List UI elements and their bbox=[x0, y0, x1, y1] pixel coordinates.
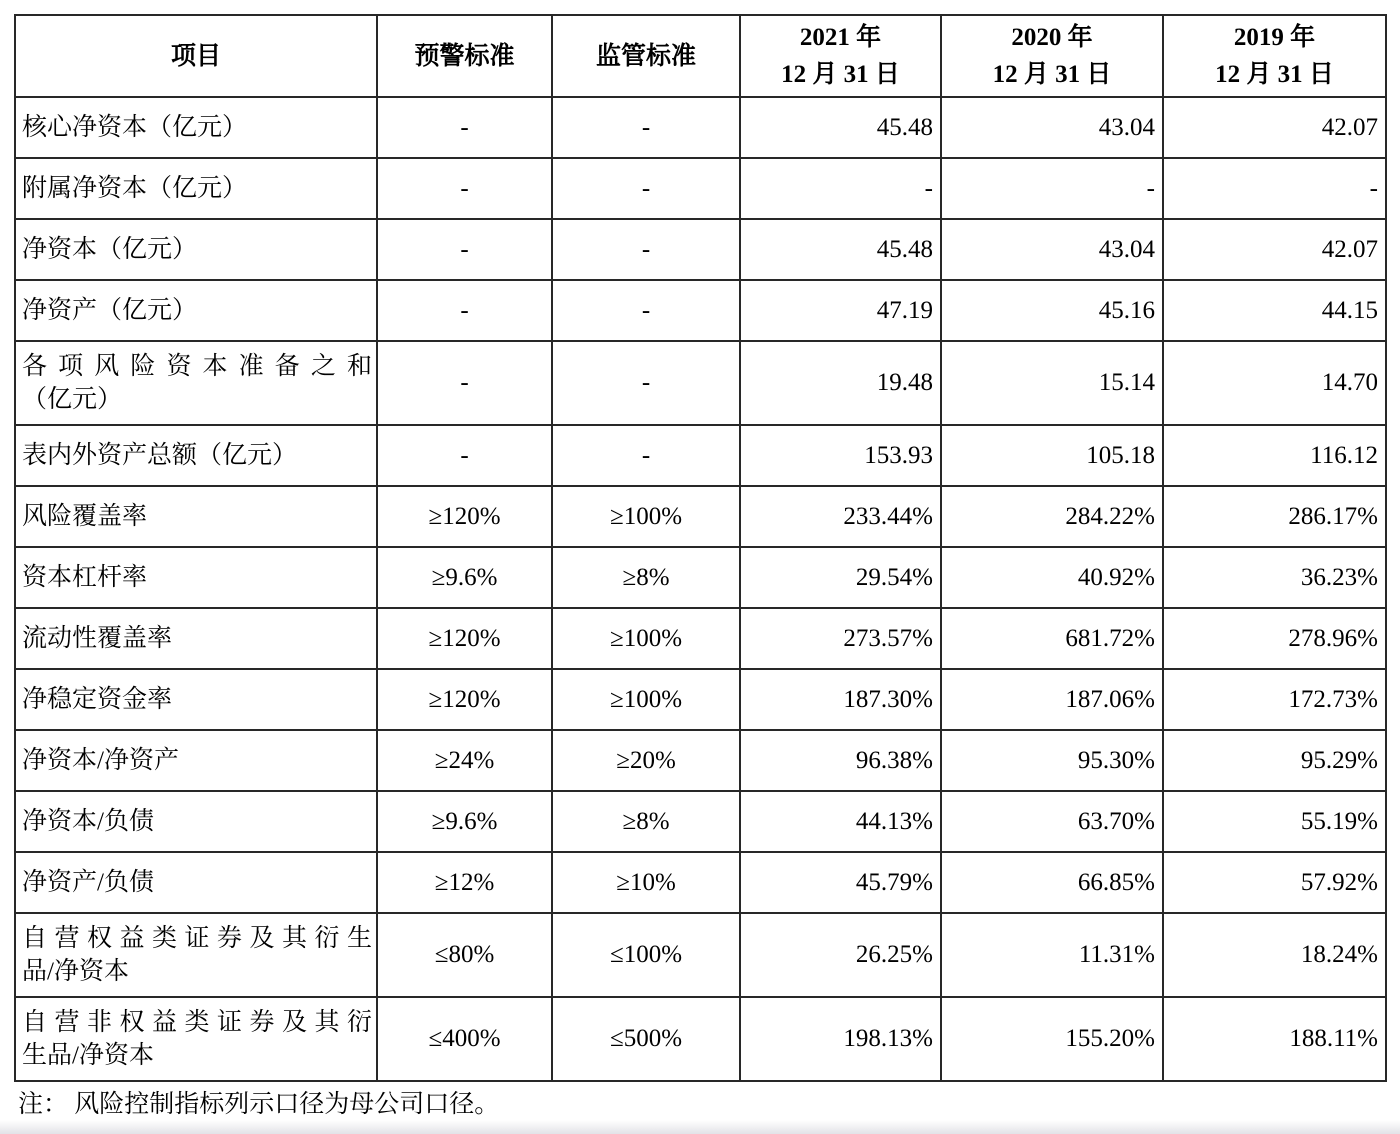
value-2021-cell: 45.79% bbox=[740, 852, 941, 913]
table-note: 注： 风险控制指标列示口径为母公司口径。 bbox=[18, 1091, 500, 1118]
item-line2: 品/净资本 bbox=[22, 958, 129, 985]
regulatory-cell: ≥100% bbox=[552, 486, 740, 547]
value-2019-cell: 57.92% bbox=[1163, 852, 1386, 913]
header-regulatory-standard: 监管标准 bbox=[552, 15, 740, 97]
table-row bbox=[15, 486, 1386, 547]
header-date-2020 bbox=[941, 15, 1163, 97]
warning-cell: - bbox=[377, 219, 552, 280]
item-line1: 自营非权益类证券及其衍 bbox=[22, 1009, 372, 1036]
table-row bbox=[15, 913, 1386, 997]
value-2019-cell: 286.17% bbox=[1163, 486, 1386, 547]
header-date-2019 bbox=[1163, 15, 1386, 97]
value-2021-cell: 26.25% bbox=[740, 913, 941, 997]
item-cell: 表内外资产总额（亿元） bbox=[15, 425, 377, 486]
regulatory-cell: ≥8% bbox=[552, 547, 740, 608]
value-2019-cell: 42.07 bbox=[1163, 97, 1386, 158]
value-2021-cell: 44.13% bbox=[740, 791, 941, 852]
value-2019-cell: 55.19% bbox=[1163, 791, 1386, 852]
value-2020-cell: 43.04 bbox=[941, 219, 1163, 280]
value-2021-cell: 233.44% bbox=[740, 486, 941, 547]
value-2021-cell: 273.57% bbox=[740, 608, 941, 669]
table-row bbox=[15, 280, 1386, 341]
header-item: 项目 bbox=[15, 15, 377, 97]
value-2020-cell: 40.92% bbox=[941, 547, 1163, 608]
item-cell bbox=[15, 341, 377, 425]
warning-cell: - bbox=[377, 425, 552, 486]
value-2021-cell: 96.38% bbox=[740, 730, 941, 791]
value-2019-cell: 188.11% bbox=[1163, 997, 1386, 1081]
item-cell: 资本杠杆率 bbox=[15, 547, 377, 608]
header-date-2021-line1: 2021 年 bbox=[799, 24, 882, 51]
item-cell: 净资产/负债 bbox=[15, 852, 377, 913]
table-header-row bbox=[15, 15, 1386, 97]
regulatory-cell: - bbox=[552, 341, 740, 425]
warning-cell: ≤400% bbox=[377, 997, 552, 1081]
table-row bbox=[15, 997, 1386, 1081]
item-cell: 净资本/负债 bbox=[15, 791, 377, 852]
header-date-2021 bbox=[740, 15, 941, 97]
table-row bbox=[15, 791, 1386, 852]
item-cell: 净稳定资金率 bbox=[15, 669, 377, 730]
table-row bbox=[15, 341, 1386, 425]
item-cell: 附属净资本（亿元） bbox=[15, 158, 377, 219]
value-2021-cell: 19.48 bbox=[740, 341, 941, 425]
warning-cell: ≥24% bbox=[377, 730, 552, 791]
value-2019-cell: 116.12 bbox=[1163, 425, 1386, 486]
value-2020-cell: 681.72% bbox=[941, 608, 1163, 669]
header-date-2021-line2: 12 月 31 日 bbox=[781, 61, 900, 88]
regulatory-cell: ≥20% bbox=[552, 730, 740, 791]
regulatory-cell: - bbox=[552, 219, 740, 280]
value-2021-cell: 45.48 bbox=[740, 97, 941, 158]
warning-cell: ≥120% bbox=[377, 669, 552, 730]
item-cell: 流动性覆盖率 bbox=[15, 608, 377, 669]
item-cell bbox=[15, 913, 377, 997]
regulatory-cell: ≥10% bbox=[552, 852, 740, 913]
table-row bbox=[15, 730, 1386, 791]
warning-cell: ≥12% bbox=[377, 852, 552, 913]
item-cell: 风险覆盖率 bbox=[15, 486, 377, 547]
value-2021-cell: 187.30% bbox=[740, 669, 941, 730]
value-2019-cell: - bbox=[1163, 158, 1386, 219]
value-2021-cell: 153.93 bbox=[740, 425, 941, 486]
item-line2: （亿元） bbox=[22, 386, 123, 413]
regulatory-cell: ≤500% bbox=[552, 997, 740, 1081]
item-cell: 净资产（亿元） bbox=[15, 280, 377, 341]
value-2020-cell: 11.31% bbox=[941, 913, 1163, 997]
value-2019-cell: 18.24% bbox=[1163, 913, 1386, 997]
warning-cell: ≤80% bbox=[377, 913, 552, 997]
table-row bbox=[15, 97, 1386, 158]
header-warning-standard: 预警标准 bbox=[377, 15, 552, 97]
regulatory-cell: - bbox=[552, 425, 740, 486]
value-2020-cell: 284.22% bbox=[941, 486, 1163, 547]
item-cell: 净资本/净资产 bbox=[15, 730, 377, 791]
value-2020-cell: 187.06% bbox=[941, 669, 1163, 730]
table-row bbox=[15, 219, 1386, 280]
value-2020-cell: 45.16 bbox=[941, 280, 1163, 341]
warning-cell: - bbox=[377, 341, 552, 425]
table-row bbox=[15, 547, 1386, 608]
warning-cell: ≥120% bbox=[377, 608, 552, 669]
bottom-fade-strip bbox=[0, 1120, 1400, 1134]
warning-cell: - bbox=[377, 158, 552, 219]
value-2019-cell: 172.73% bbox=[1163, 669, 1386, 730]
item-cell: 核心净资本（亿元） bbox=[15, 97, 377, 158]
regulatory-cell: - bbox=[552, 97, 740, 158]
table-row bbox=[15, 158, 1386, 219]
table-row bbox=[15, 608, 1386, 669]
value-2021-cell: 45.48 bbox=[740, 219, 941, 280]
risk-indicators-table bbox=[14, 14, 1387, 1082]
warning-cell: ≥9.6% bbox=[377, 547, 552, 608]
table-row bbox=[15, 669, 1386, 730]
value-2021-cell: 47.19 bbox=[740, 280, 941, 341]
warning-cell: - bbox=[377, 280, 552, 341]
table-row bbox=[15, 425, 1386, 486]
warning-cell: ≥9.6% bbox=[377, 791, 552, 852]
value-2020-cell: 66.85% bbox=[941, 852, 1163, 913]
regulatory-cell: - bbox=[552, 158, 740, 219]
value-2019-cell: 36.23% bbox=[1163, 547, 1386, 608]
value-2021-cell: 29.54% bbox=[740, 547, 941, 608]
value-2020-cell: 63.70% bbox=[941, 791, 1163, 852]
header-date-2020-line2: 12 月 31 日 bbox=[992, 61, 1112, 88]
value-2021-cell: 198.13% bbox=[740, 997, 941, 1081]
regulatory-cell: ≥100% bbox=[552, 608, 740, 669]
item-cell: 净资本（亿元） bbox=[15, 219, 377, 280]
header-date-2020-line1: 2020 年 bbox=[1011, 24, 1093, 51]
regulatory-cell: - bbox=[552, 280, 740, 341]
item-line1: 自营权益类证券及其衍生 bbox=[22, 925, 372, 952]
value-2020-cell: 95.30% bbox=[941, 730, 1163, 791]
value-2020-cell: 15.14 bbox=[941, 341, 1163, 425]
value-2019-cell: 95.29% bbox=[1163, 730, 1386, 791]
value-2020-cell: 105.18 bbox=[941, 425, 1163, 486]
value-2021-cell: - bbox=[740, 158, 941, 219]
header-date-2019-line1: 2019 年 bbox=[1233, 24, 1316, 51]
regulatory-cell: ≥8% bbox=[552, 791, 740, 852]
value-2019-cell: 42.07 bbox=[1163, 219, 1386, 280]
value-2019-cell: 14.70 bbox=[1163, 341, 1386, 425]
table-row bbox=[15, 852, 1386, 913]
header-date-2019-line2: 12 月 31 日 bbox=[1215, 61, 1334, 88]
item-line2: 生品/净资本 bbox=[22, 1042, 154, 1069]
value-2020-cell: 155.20% bbox=[941, 997, 1163, 1081]
warning-cell: ≥120% bbox=[377, 486, 552, 547]
item-line1: 各项风险资本准备之和 bbox=[22, 353, 372, 380]
warning-cell: - bbox=[377, 97, 552, 158]
regulatory-cell: ≤100% bbox=[552, 913, 740, 997]
value-2019-cell: 278.96% bbox=[1163, 608, 1386, 669]
value-2019-cell: 44.15 bbox=[1163, 280, 1386, 341]
item-cell bbox=[15, 997, 377, 1081]
regulatory-cell: ≥100% bbox=[552, 669, 740, 730]
value-2020-cell: 43.04 bbox=[941, 97, 1163, 158]
value-2020-cell: - bbox=[941, 158, 1163, 219]
